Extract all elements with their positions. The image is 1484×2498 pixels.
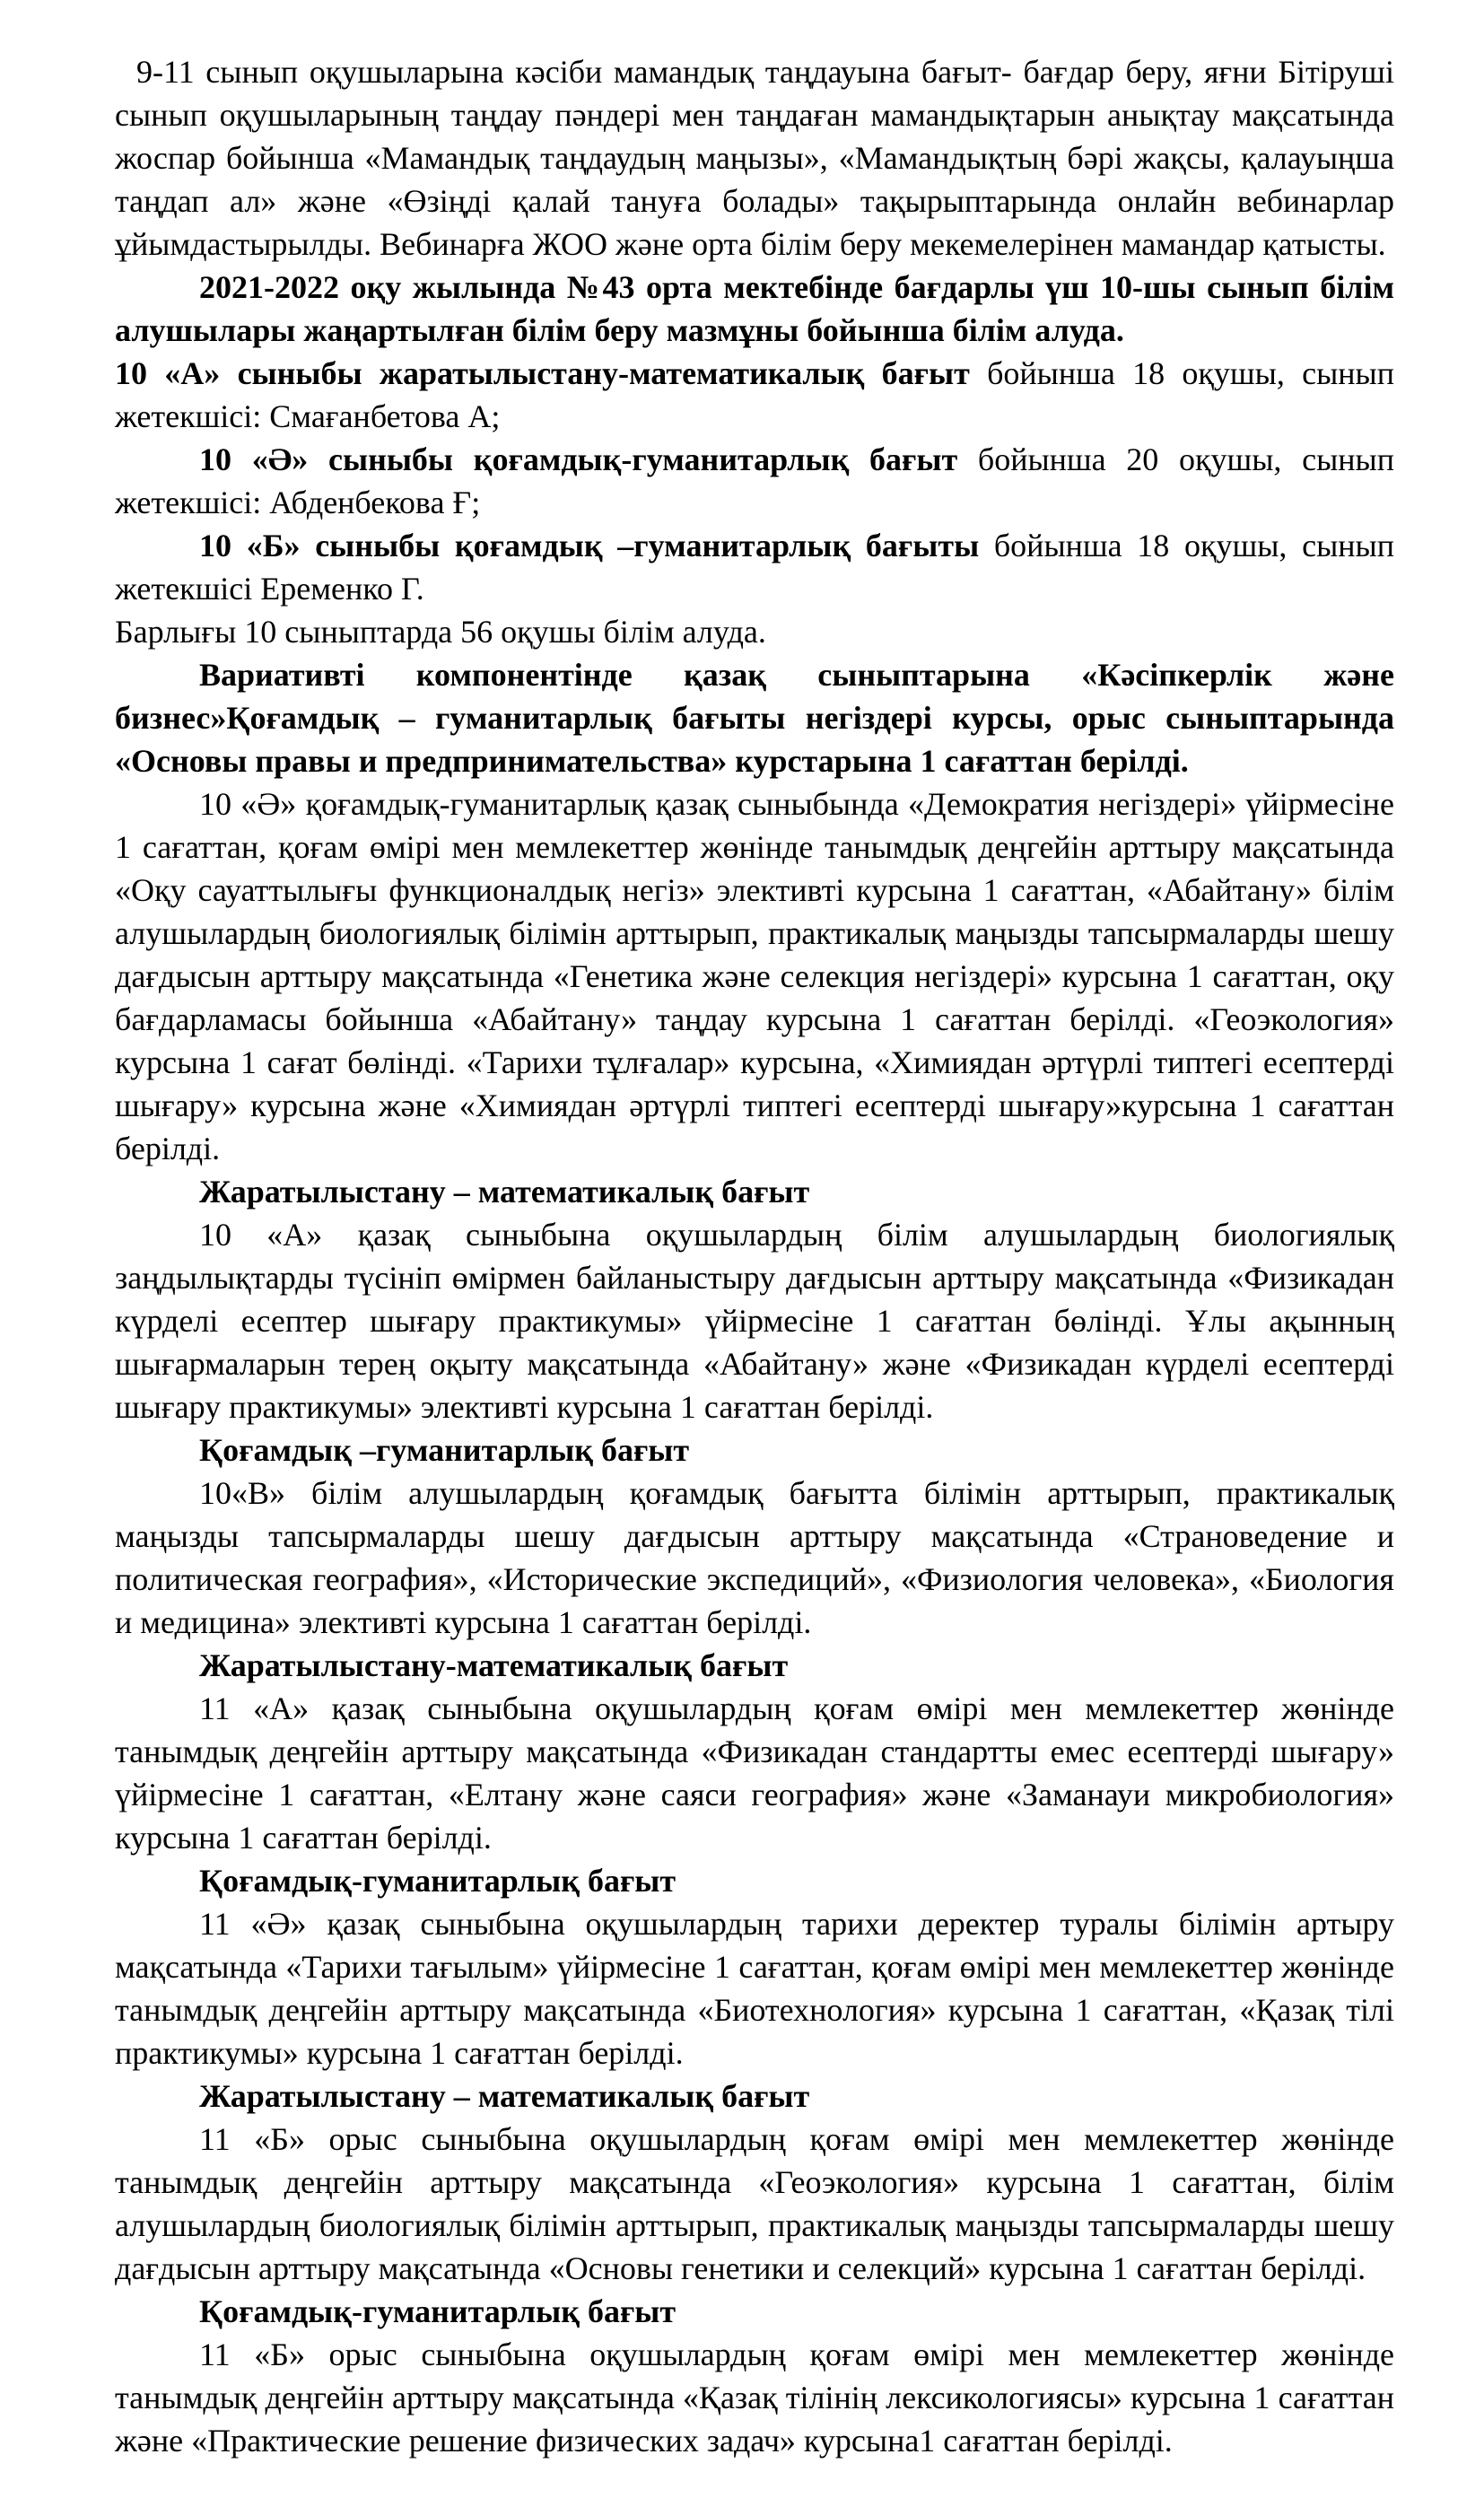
bold-text-run: Қоғамдық-гуманитарлық бағыт [199, 2293, 677, 2329]
bold-text-run: Қоғамдық-гуманитарлық бағыт [199, 1863, 677, 1899]
para-10a-courses [115, 1213, 1394, 1428]
bold-text-run: Жаратылыстану-математикалық бағыт [199, 1647, 789, 1683]
text-run: бойынша 18 оқушы, сынып жетекшісі: Смағанбетова А; [115, 355, 1394, 434]
bold-text-run: Қоғамдық –гуманитарлық бағыт [199, 1432, 690, 1468]
para-2021-2022-programs [115, 266, 1394, 352]
heading-social-humanitarian-2 [115, 1859, 1394, 1902]
heading-social-humanitarian-1 [115, 1428, 1394, 1472]
bold-text-run: Жаратылыстану – математикалық бағыт [199, 2078, 810, 2114]
text-run: 10«В» білім алушылардың қоғамдық бағытта білімін арттырып, практикалық маңызды тапсырмаларды шешу дағдысын арттыру мақсатында «Страноведение и политическая география», «Исторические экспедиций», «Физиология человека», «Биология и медицина» элективті курсына 1 сағаттан берілді. [115, 1475, 1394, 1640]
heading-social-humanitarian-3 [115, 2290, 1394, 2333]
text-run: 9-11 сынып оқушыларына кәсіби мамандық таңдауына бағыт- бағдар беру, яғни Бітіруші сынып оқушыларының таңдау пәндері мен таңдаған мамандықтарын анықтау мақсатында жоспар бойынша «Мамандық таңдаудың маңызы», «Мамандықтың бәрі жақсы, қалауыңша таңдап ал» және «Өзіңді қалай тануға болады» тақырыптарында онлайн вебинарлар ұйымдастырылды. Вебинарға ЖОО және орта білім беру мекемелерінен мамандар қатысты. [115, 54, 1394, 262]
heading-science-math-1 [115, 1170, 1394, 1213]
heading-science-math-3 [115, 2074, 1394, 2118]
bold-text-run: 10 «А» сыныбы жаратылыстану-математикалық бағыт [115, 355, 970, 391]
para-11-ae-courses [115, 1902, 1394, 2074]
bold-text-run: 10 «Б» сыныбы қоғамдық –гуманитарлық бағыты [199, 528, 980, 563]
text-run: Барлығы 10 сыныптарда 56 оқушы білім алуда. [115, 614, 766, 650]
para-10-ae-courses [115, 782, 1394, 1170]
bold-text-run: 2021-2022 оқу жылында №43 орта мектебінде бағдарлы үш 10-шы сынып білім алушылары жаңартылған білім беру мазмұны бойынша білім алуда. [115, 269, 1394, 348]
para-total-students [115, 610, 1394, 653]
text-run: 11 «Б» орыс сыныбына оқушылардың қоғам өмірі мен мемлекеттер жөнінде танымдық деңгейін арттыру мақсатында «Геоэкология» курсына 1 сағаттан, білім алушылардың биологиялық білімін арттырып, практикалық маңызды тапсырмаларды шешу дағдысын арттыру мақсатында «Основы генетики и селекций» курсына 1 сағаттан берілді. [115, 2121, 1394, 2286]
text-run: 10 «Ә» қоғамдық-гуманитарлық қазақ сыныбында «Демократия негіздері» үйірмесіне 1 сағаттан, қоғам өмірі мен мемлекеттер жөнінде танымдық деңгейін арттыру мақсатында «Оқу сауаттылығы функционалдық негіз» элективті курсына 1 сағаттан, «Абайтану» білім алушылардың биологиялық білімін арттырып, практикалық маңызды тапсырмаларды шешу дағдысын арттыру мақсатында «Генетика және селекция негіздері» курсына 1 сағаттан, оқу бағдарламасы бойынша «Абайтану» таңдау курсына 1 сағаттан берілді. «Геоэкология» курсына 1 сағат бөлінді. «Тарихи тұлғалар» курсына, «Химиядан әртүрлі типтегі есептерді шығару» курсына және «Химиядан әртүрлі типтегі есептерді шығару»курсына 1 сағаттан берілді. [115, 786, 1394, 1166]
para-11b-science-courses [115, 2118, 1394, 2290]
bold-text-run: Вариативті компонентінде қазақ сыныптарына «Кәсіпкерлік және бизнес»Қоғамдық – гуманитарлық бағыты негіздері курсы, орыс сыныптарында «Основы правы и предпринимательства» курстарына 1 сағаттан берілді. [115, 657, 1394, 779]
para-10b-class [115, 524, 1394, 610]
para-11b-social-courses [115, 2333, 1394, 2462]
para-11a-courses [115, 1687, 1394, 1859]
para-10v-courses [115, 1472, 1394, 1644]
bold-text-run: Жаратылыстану – математикалық бағыт [199, 1174, 810, 1210]
text-run: 11 «Б» орыс сыныбына оқушылардың қоғам өмірі мен мемлекеттер жөнінде танымдық деңгейін арттыру мақсатында «Қазақ тілінің лексикологиясы» курсына 1 сағаттан және «Практические решение физических задач» курсына1 сағаттан берілді. [115, 2336, 1394, 2459]
text-run: 11 «Ә» қазақ сыныбына оқушылардың тарихи деректер туралы білімін артыру мақсатында «Тарихи тағылым» үйірмесіне 1 сағаттан, қоғам өмірі мен мемлекеттер жөнінде танымдық деңгейін арттыру мақсатында «Биотехнология» курсына 1 сағаттан, «Қазақ тілі практикумы» курсына 1 сағаттан берілді. [115, 1906, 1394, 2071]
text-run: 10 «А» қазақ сыныбына оқушылардың білім алушылардың биологиялық заңдылықтарды түсініп өмірмен байланыстыру дағдысын арттыру мақсатында «Физикадан күрделі есептер шығару практикумы» үйірмесіне 1 сағаттан бөлінді. Ұлы ақынның шығармаларын терең оқыту мақсатында «Абайтану» және «Физикадан күрделі есептерді шығару практикумы» элективті курсына 1 сағаттан берілді. [115, 1217, 1394, 1425]
text-run: бойынша 18 оқушы, сынып жетекшісі Еременко Г. [115, 528, 1394, 607]
bold-text-run: 10 «Ә» сыныбы қоғамдық-гуманитарлық бағыт [199, 441, 958, 477]
para-10a-class [115, 352, 1394, 438]
text-run: бойынша 20 оқушы, сынып жетекшісі: Абденбекова Ғ; [115, 441, 1394, 520]
text-run: 11 «А» қазақ сыныбына оқушылардың қоғам өмірі мен мемлекеттер жөнінде танымдық деңгейін арттыру мақсатында «Физикадан стандартты емес есептерді шығару» үйірмесіне 1 сағаттан, «Елтану және саяси география» және «Заманауи микробиология» курсына 1 сағаттан берілді. [115, 1690, 1394, 1856]
para-variative-component [115, 653, 1394, 782]
para-10-ae-class [115, 438, 1394, 524]
heading-science-math-2 [115, 1644, 1394, 1687]
para-career-guidance-intro [115, 50, 1394, 266]
